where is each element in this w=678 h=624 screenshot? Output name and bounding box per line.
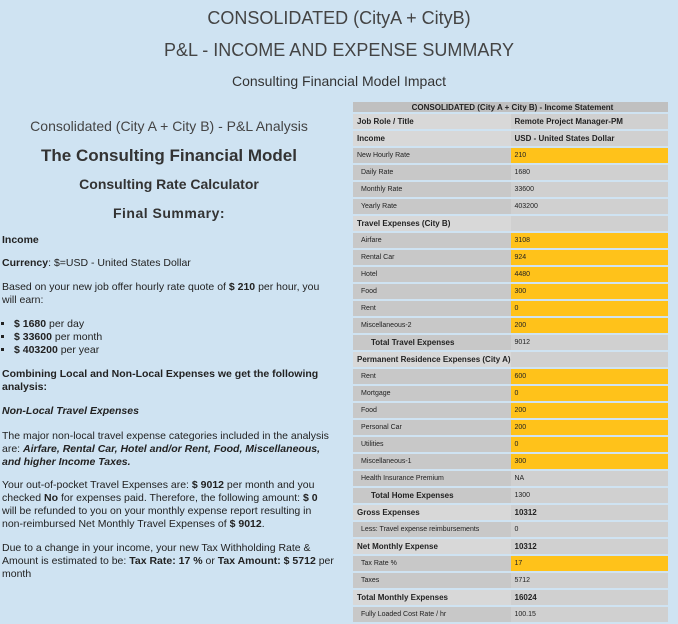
row-value: 4480 <box>511 266 669 283</box>
row-value: 0 <box>511 300 669 317</box>
oop-net: $ 9012 <box>229 518 262 530</box>
income-heading: Income <box>2 234 39 246</box>
row-label: Taxes <box>353 572 511 589</box>
row-value: 1300 <box>511 487 669 504</box>
row-value: 200 <box>511 317 669 334</box>
table-row <box>353 402 668 419</box>
table-row <box>353 198 668 215</box>
table-row <box>353 181 668 198</box>
combining-heading: Combining Local and Non-Local Expenses we get the following analysis: <box>2 368 319 393</box>
list-item <box>14 331 334 344</box>
row-label: Airfare <box>353 232 511 249</box>
row-value: 16024 <box>511 589 669 606</box>
earn-period: per year <box>57 344 100 356</box>
row-value: NA <box>511 470 669 487</box>
row-value <box>511 215 669 232</box>
page-title: CONSOLIDATED (CityA + CityB) <box>207 8 471 28</box>
major-text: The major non-local travel expense categories included in the analysis are: <box>2 430 329 455</box>
tax-text: per month <box>2 555 334 580</box>
earn-amount: $ 403200 <box>14 344 58 356</box>
row-value: 210 <box>511 147 669 164</box>
row-value <box>511 351 669 368</box>
row-value: 10312 <box>511 538 669 555</box>
row-value: 924 <box>511 249 669 266</box>
row-label: Gross Expenses <box>353 504 511 521</box>
row-label: Daily Rate <box>353 164 511 181</box>
currency-label: Currency <box>2 257 49 269</box>
row-value: 300 <box>511 283 669 300</box>
earn-period: per day <box>46 318 85 330</box>
row-value: 10312 <box>511 504 669 521</box>
oop-text: will be refunded to you on your monthly expense report resulting in non-reimbursed Net Monthly Travel Expenses of <box>2 505 312 530</box>
row-value: 1680 <box>511 164 669 181</box>
row-value: 403200 <box>511 198 669 215</box>
row-label: Monthly Rate <box>353 181 511 198</box>
row-label: Total Monthly Expenses <box>353 589 511 606</box>
row-label: Yearly Rate <box>353 198 511 215</box>
oop-refund: $ 0 <box>302 492 318 504</box>
quote-paragraph <box>2 281 334 307</box>
oop-text: for expenses paid. Therefore, the following amount: <box>58 492 303 504</box>
table-row <box>353 368 668 385</box>
table-row <box>353 487 668 504</box>
table-row <box>353 521 668 538</box>
row-label: Health Insurance Premium <box>353 470 511 487</box>
page-subtitle: P&L - INCOME AND EXPENSE SUMMARY <box>163 40 515 60</box>
row-value: 9012 <box>511 334 669 351</box>
row-value: 17 <box>511 555 669 572</box>
tax-rate: Tax Rate: 17 % <box>129 555 203 567</box>
row-value: USD - United States Dollar <box>511 130 669 147</box>
row-label: Travel Expenses (City B) <box>353 215 511 232</box>
row-value: 300 <box>511 453 669 470</box>
row-label: Personal Car <box>353 419 511 436</box>
quote-text-end: per hour, you will earn: <box>2 281 320 306</box>
table-row <box>353 504 668 521</box>
table-row <box>353 589 668 606</box>
tax-text: or <box>202 555 218 567</box>
table-row <box>353 538 668 555</box>
row-label: Food <box>353 402 511 419</box>
page-tagline: Consulting Financial Model Impact <box>232 73 446 89</box>
row-label: Rent <box>353 300 511 317</box>
table-row <box>353 283 668 300</box>
quote-rate: $ 210 <box>228 281 256 293</box>
table-row <box>353 436 668 453</box>
oop-text: Your out-of-pocket Travel Expenses are: <box>2 479 192 491</box>
major-categories: Airfare, Rental Car, Hotel and/or Rent, Food, Miscellaneous, and higher Income Taxes. <box>2 443 320 468</box>
oop-text: . <box>261 518 265 530</box>
major-categories-paragraph <box>2 430 334 469</box>
table-row <box>353 266 668 283</box>
earn-amount: $ 33600 <box>14 331 52 343</box>
table-row <box>353 300 668 317</box>
table-row <box>353 147 668 164</box>
oop-text: per month and you checked <box>2 479 315 504</box>
row-value: 100.15 <box>511 606 669 623</box>
nonlocal-heading: Non-Local Travel Expenses <box>2 405 139 417</box>
row-label: Mortgage <box>353 385 511 402</box>
row-label: Income <box>353 130 511 147</box>
table-row <box>353 606 668 623</box>
tax-amount: Tax Amount: $ 5712 <box>217 555 316 567</box>
row-label: Rent <box>353 368 511 385</box>
row-value: 3108 <box>511 232 669 249</box>
table-caption: CONSOLIDATED (City A + City B) - Income Statement <box>353 102 668 113</box>
list-item <box>14 318 334 331</box>
row-label: Total Home Expenses <box>353 487 511 504</box>
table-row <box>353 453 668 470</box>
earn-amount: $ 1680 <box>14 318 47 330</box>
table-row <box>353 419 668 436</box>
table-row <box>353 232 668 249</box>
oop-amount: $ 9012 <box>191 479 225 491</box>
tax-text: Due to a change in your income, your new Tax Withholding Rate & Amount is estimated to be: <box>2 542 311 567</box>
table-row <box>353 334 668 351</box>
row-label: Miscellaneous-2 <box>353 317 511 334</box>
oop-no: No <box>44 492 59 504</box>
list-item <box>14 344 334 357</box>
calculator-title: Consulting Rate Calculator <box>79 176 259 192</box>
quote-text: Based on your new job offer hourly rate quote of <box>2 281 229 293</box>
row-label: Net Monthly Expense <box>353 538 511 555</box>
analysis-title: Consolidated (City A + City B) - P&L Analysis <box>30 118 308 134</box>
table-row <box>353 470 668 487</box>
table-row <box>353 317 668 334</box>
final-summary-heading: Final Summary: <box>112 205 226 221</box>
out-of-pocket-paragraph <box>2 479 334 531</box>
row-value: 0 <box>511 385 669 402</box>
row-label: Utilities <box>353 436 511 453</box>
table-row <box>353 351 668 368</box>
row-label: New Hourly Rate <box>353 147 511 164</box>
row-value: 33600 <box>511 181 669 198</box>
tax-paragraph <box>2 542 334 581</box>
row-label: Permanent Residence Expenses (City A) <box>353 351 511 368</box>
row-value: Remote Project Manager-PM <box>511 113 669 130</box>
row-value: 0 <box>511 436 669 453</box>
row-label: Miscellaneous-1 <box>353 453 511 470</box>
currency-value: : $=USD - United States Dollar <box>48 257 191 269</box>
row-label: Hotel <box>353 266 511 283</box>
currency-line <box>2 257 334 270</box>
earnings-list <box>2 318 334 357</box>
table-row <box>353 164 668 181</box>
row-value: 0 <box>511 521 669 538</box>
row-label: Total Travel Expenses <box>353 334 511 351</box>
income-statement-table <box>353 102 668 624</box>
row-label: Job Role / Title <box>353 113 511 130</box>
row-label: Rental Car <box>353 249 511 266</box>
row-value: 600 <box>511 368 669 385</box>
table-row <box>353 572 668 589</box>
model-title: The Consulting Financial Model <box>41 146 297 165</box>
row-label: Fully Loaded Cost Rate / hr <box>353 606 511 623</box>
earn-period: per month <box>51 331 103 343</box>
table-row <box>353 385 668 402</box>
row-label: Food <box>353 283 511 300</box>
table-row <box>353 215 668 232</box>
table-row <box>353 555 668 572</box>
row-value: 5712 <box>511 572 669 589</box>
table-row <box>353 130 668 147</box>
table-row <box>353 113 668 130</box>
row-value: 200 <box>511 419 669 436</box>
row-label: Tax Rate % <box>353 555 511 572</box>
row-value: 200 <box>511 402 669 419</box>
table-row <box>353 249 668 266</box>
row-label: Less: Travel expense reimbursements <box>353 521 511 538</box>
